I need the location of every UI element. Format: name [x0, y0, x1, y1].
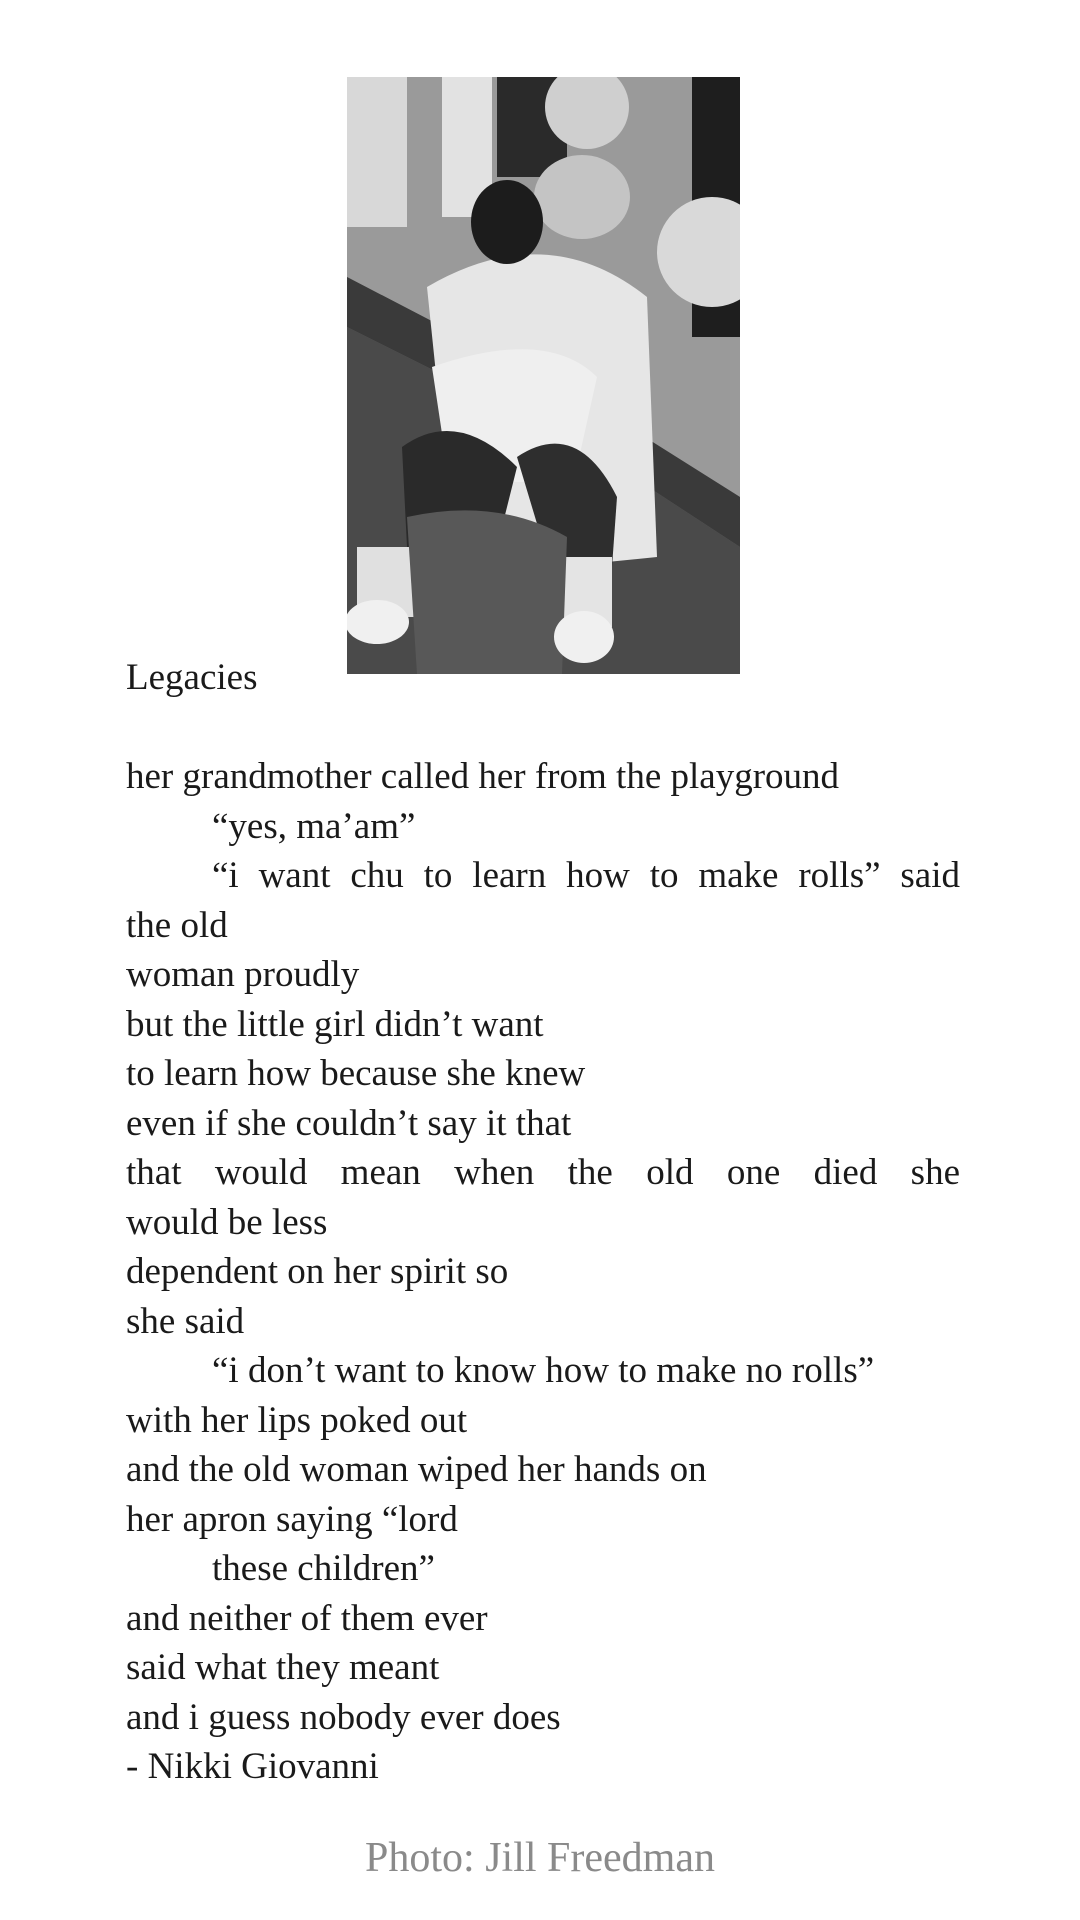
- poem-author: - Nikki Giovanni: [126, 1746, 379, 1787]
- photo-credit: Photo: Jill Freedman: [365, 1835, 715, 1881]
- poem-line: and the old woman wiped her hands on: [126, 1449, 707, 1490]
- poem-body: [126, 752, 960, 1792]
- poem-line: and neither of them ever: [126, 1597, 488, 1639]
- poem-line: that would mean when the old one died she: [126, 1152, 960, 1193]
- poem-line: to learn how because she knew: [126, 1053, 586, 1094]
- photo-grandmother-and-girl-image: [347, 77, 740, 674]
- poem-line: “yes, ma’am”: [212, 805, 416, 847]
- poem-line: would be less: [126, 1201, 328, 1243]
- poem-line: and i guess nobody ever does: [126, 1696, 561, 1738]
- poem-line: the old: [126, 904, 228, 946]
- poem-line: these children”: [212, 1548, 435, 1589]
- photograph: [347, 77, 740, 674]
- poem-line: even if she couldn’t say it that: [126, 1102, 572, 1144]
- poem-title: Legacies: [126, 657, 258, 698]
- poem-line: “i want chu to learn how to make rolls” said: [212, 855, 960, 896]
- poem-line: “i don’t want to know how to make no rolls”: [212, 1350, 875, 1391]
- poem-line: woman proudly: [126, 954, 360, 995]
- poem-line: dependent on her spirit so: [126, 1251, 509, 1292]
- poem-line: with her lips poked out: [126, 1399, 468, 1441]
- poem-line: said what they meant: [126, 1647, 440, 1688]
- poem-line: her apron saying “lord: [126, 1498, 458, 1540]
- poem-line: she said: [126, 1300, 245, 1342]
- poem-line: but the little girl didn’t want: [126, 1003, 544, 1045]
- poem-line: her grandmother called her from the playground: [126, 756, 840, 797]
